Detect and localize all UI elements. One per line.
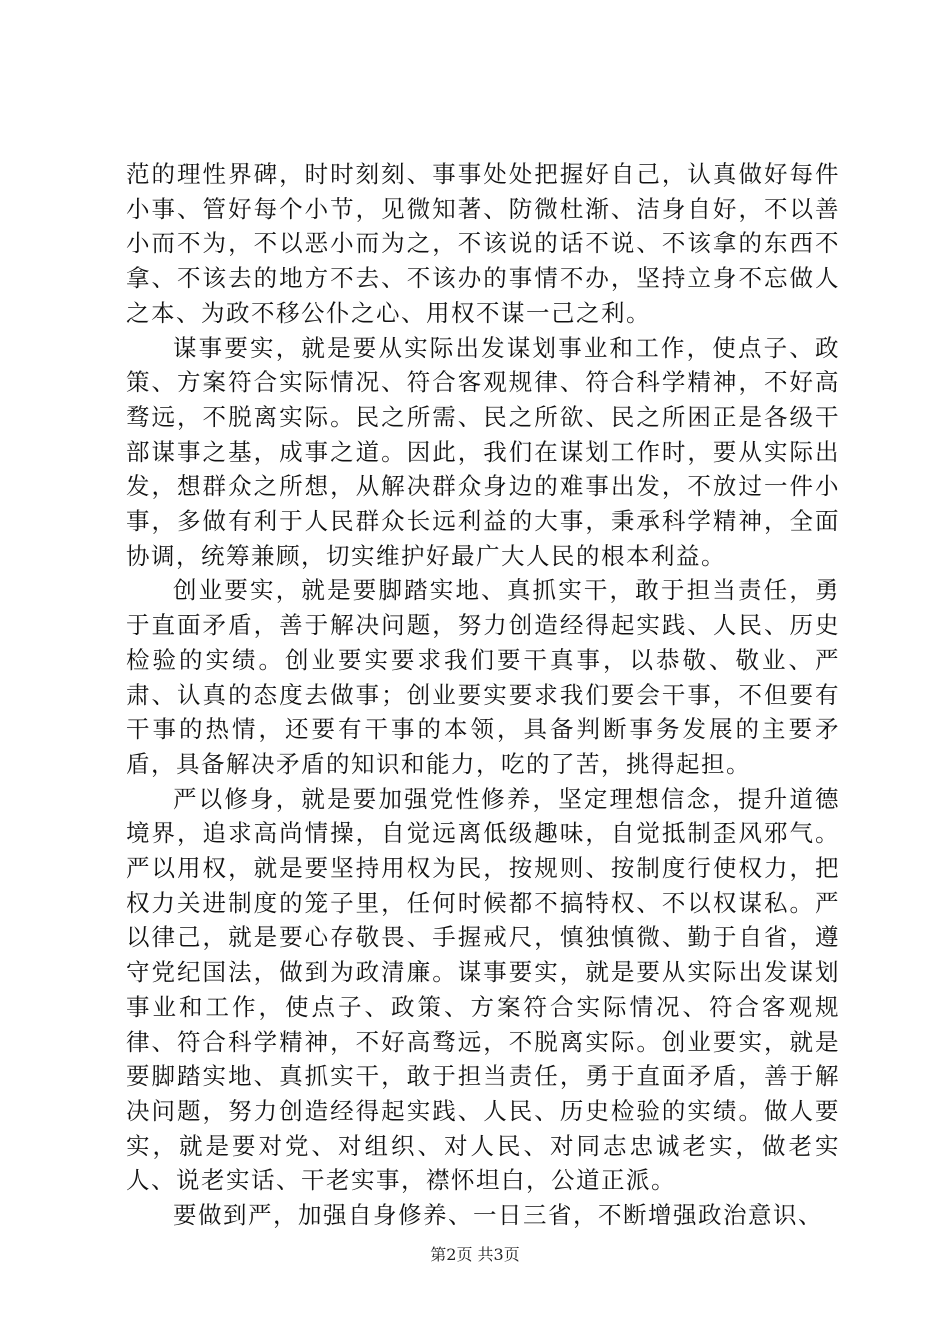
paragraph-5: 要做到严，加强自身修养、一日三省，不断增强政治意识、 — [173, 1201, 823, 1230]
paragraph-4: 严以修身，就是要加强党性修养，坚定理想信念，提升道德境界，追求高尚情操，自觉远离低级趣味，自觉抵制歪风邪气。严以用权，就是要坚持用权为民，按规则、按制度行使权力，把权力关进制度的笼子里，任何时候都不搞特权、不以权谋私。严以律己，就是要心存敬畏、手握戒尺，慎独慎微、勤于自省，遵守党纪国法，做到为政清廉。谋事要实，就是要从实际出发谋划事业和工作，使点子、政策、方案符合实际情况、符合客观规律、符合科学精神，不好高骛远，不脱离实际。创业要实，就是要脚踏实地、真抓实干，敢于担当责任，勇于直面矛盾，善于解决问题，努力创造经得起实践、人民、历史检验的实绩。做人要实，就是要对党、对组织、对人民、对同志忠诚老实，做老实人、说老实话、干老实事，襟怀坦白，公道正派。 — [126, 784, 840, 1195]
paragraph-3: 创业要实，就是要脚踏实地、真抓实干，敢于担当责任，勇于直面矛盾，善于解决问题，努力创造经得起实践、人民、历史检验的实绩。创业要实要求我们要干真事，以恭敬、敬业、严肃、认真的态度去做事；创业要实要求我们要会干事，不但要有干事的热情，还要有干事的本领，具备判断事务发展的主要矛盾，具备解决矛盾的知识和能力，吃的了苦，挑得起担。 — [126, 576, 840, 778]
paragraph-1: 范的理性界碑，时时刻刻、事事处处把握好自己，认真做好每件小事、管好每个小节，见微知著、防微杜渐、洁身自好，不以善小而不为，不以恶小而为之，不该说的话不说、不该拿的东西不拿、不该去的地方不去、不该办的事情不办，坚持立身不忘做人之本、为政不移公仆之心、用权不谋一己之利。 — [126, 160, 840, 327]
page-number-footer: 第2页 共3页 — [430, 1245, 520, 1264]
paragraph-2: 谋事要实，就是要从实际出发谋划事业和工作，使点子、政策、方案符合实际情况、符合客观规律、符合科学精神，不好高骛远，不脱离实际。民之所需、民之所欲、民之所困正是各级干部谋事之基，成事之道。因此，我们在谋划工作时，要从实际出发，想群众之所想，从解决群众身边的难事出发，不放过一件小事，多做有利于人民群众长远利益的大事，秉承科学精神，全面协调，统筹兼顾，切实维护好最广大人民的根本利益。 — [126, 333, 840, 570]
body-text — [126, 157, 840, 1233]
